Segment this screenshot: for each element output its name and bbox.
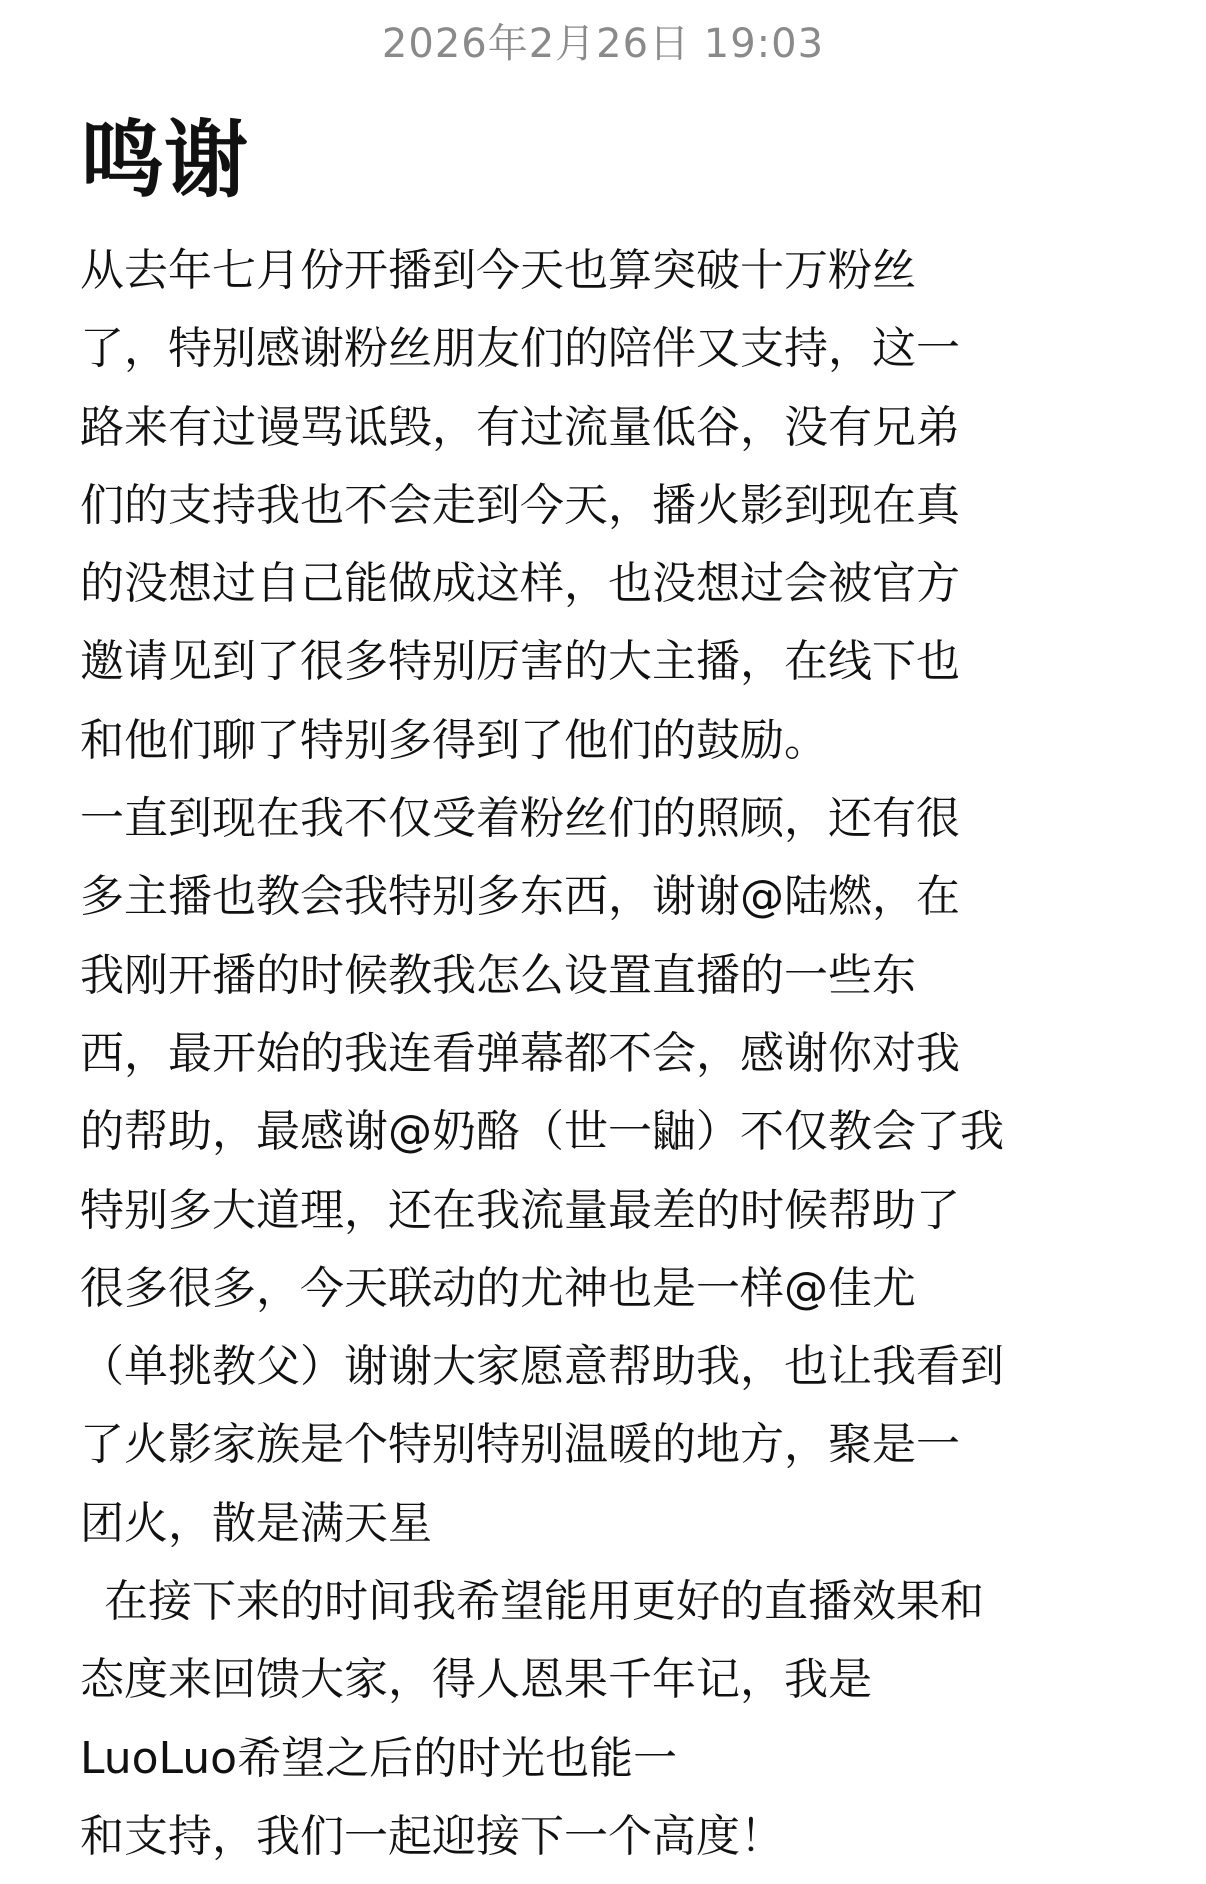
body-line: 们的支持我也不会走到今天，播火影到现在真	[80, 479, 960, 531]
note-timestamp: 2026年2月26日 19:03	[381, 21, 825, 67]
body-line: 一直到现在我不仅受着粉丝们的照顾，还有很	[80, 793, 960, 845]
body-line: 在接下来的时间我希望能用更好的直播效果和	[104, 1576, 984, 1628]
body-line: 团火，散是满天星	[80, 1497, 432, 1549]
body-line: LuoLuo希望之后的时光也能一	[80, 1732, 678, 1784]
body-line: 从去年七月份开播到今天也算突破十万粉丝	[80, 245, 916, 296]
note-title: 鸣谢	[80, 111, 249, 209]
body-line: 路来有过谩骂诋毁，有过流量低谷，没有兄弟	[80, 401, 960, 453]
body-line: （单挑教父）谢谢大家愿意帮助我，也让我看到	[80, 1341, 1004, 1393]
body-line: 多主播也教会我特别多东西，谢谢@陆燃，在	[80, 871, 960, 923]
body-line: 了火影家族是个特别特别温暖的地方，聚是一	[80, 1419, 960, 1471]
body-line: 特别多大道理，还在我流量最差的时候帮助了	[80, 1184, 960, 1236]
body-line: 了，特别感谢粉丝朋友们的陪伴又支持，这一	[80, 323, 960, 375]
note-body	[80, 232, 1140, 1876]
body-line: 和支持，我们一起迎接下一个高度！	[80, 1810, 784, 1862]
body-line: 和他们聊了特别多得到了他们的鼓励。	[80, 714, 828, 766]
body-line: 的没想过自己能做成这样，也没想过会被官方	[80, 558, 960, 610]
body-line: 态度来回馈大家，得人恩果千年记，我是	[80, 1654, 872, 1706]
body-line: 我刚开播的时候教我怎么设置直播的一些东	[80, 949, 916, 1001]
body-line: 的帮助，最感谢@奶酪（世一鼬）不仅教会了我	[80, 1106, 1004, 1158]
body-line: 西，最开始的我连看弹幕都不会，感谢你对我	[80, 1027, 960, 1079]
body-line: 很多很多，今天联动的尤神也是一样@佳尤	[80, 1262, 916, 1314]
body-line: 邀请见到了很多特别厉害的大主播，在线下也	[80, 636, 960, 688]
text-fade-overlay	[720, 1716, 1020, 1786]
